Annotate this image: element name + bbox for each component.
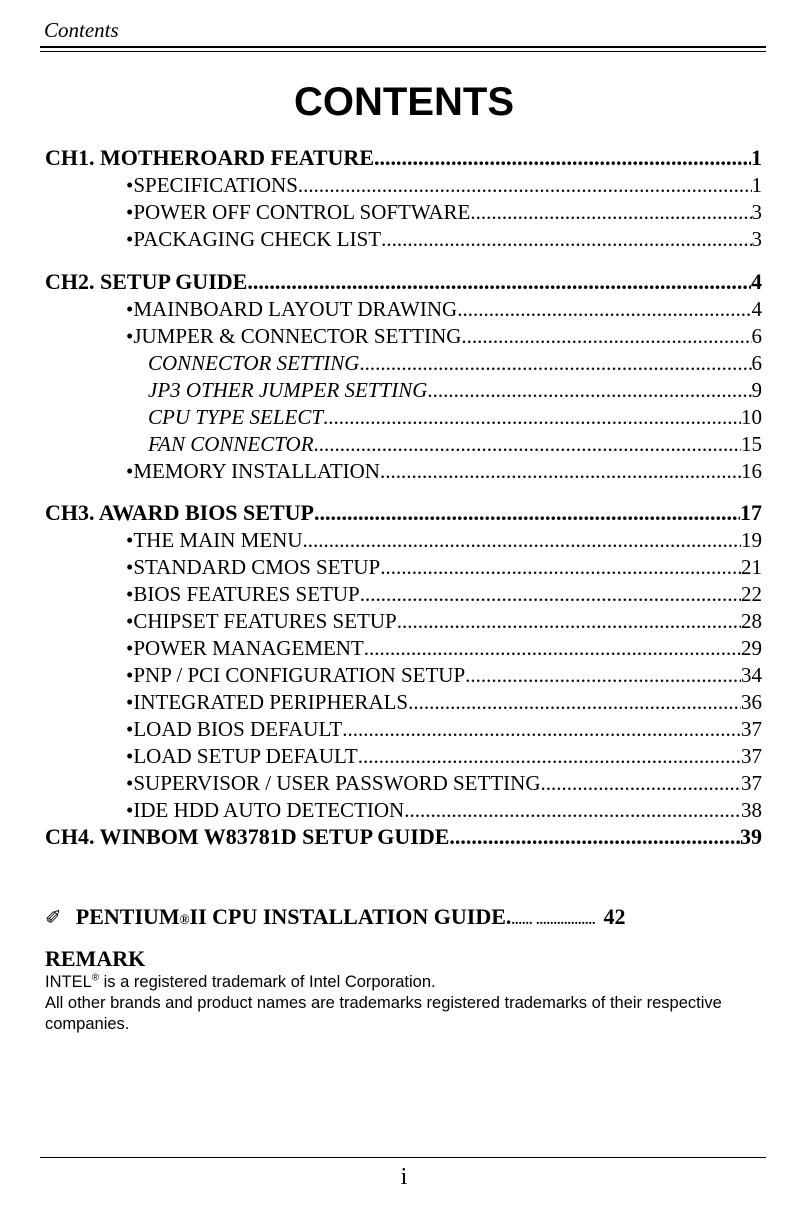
remark-heading: REMARK	[45, 946, 146, 971]
toc-leader-dots	[470, 199, 751, 225]
toc-entry-label: INTEGRATED PERIPHERALS	[133, 690, 409, 714]
toc-entry-label: JP3 OTHER JUMPER SETTING	[148, 378, 428, 402]
toc-page-number: 37	[741, 744, 762, 768]
toc-entry-label: CH1. MOTHEROARD FEATURE	[45, 145, 374, 170]
toc-entry-label: CHIPSET FEATURES SETUP	[133, 609, 397, 633]
toc-entry-item	[126, 581, 762, 607]
toc-leader-dots	[380, 458, 741, 484]
toc-page-number: 19	[741, 528, 762, 552]
toc-leader-dots	[342, 716, 741, 742]
toc-entry-chapter	[45, 145, 762, 171]
bullet-icon: •	[126, 200, 134, 224]
remark-line-2: All other brands and product names are trademarks registered trademarks of their respective companies.	[45, 994, 722, 1033]
toc-page-number: 28	[741, 609, 762, 633]
toc-page-number: 37	[741, 717, 762, 741]
toc-page-number: 1	[751, 173, 762, 197]
toc-leader-dots	[360, 581, 741, 607]
header-rule-thin	[40, 51, 766, 52]
bullet-icon: •	[126, 173, 134, 197]
bullet-icon: •	[126, 324, 134, 348]
toc-leader-dots	[540, 770, 741, 796]
toc-entry-item	[126, 172, 762, 198]
toc-entry-item	[126, 662, 762, 688]
toc-leader-dots	[359, 350, 751, 376]
toc-entry-label: CH2. SETUP GUIDE	[45, 269, 248, 294]
toc-entry-item	[126, 323, 762, 349]
pen-pointer-icon: ✐	[45, 905, 62, 929]
toc-entry-item	[126, 689, 762, 715]
toc-page-number: 21	[741, 555, 762, 579]
toc-leader-dots	[314, 500, 740, 526]
toc-entry-item	[126, 716, 762, 742]
toc-page-number: 15	[741, 432, 762, 456]
toc-entry-label: MAINBOARD LAYOUT DRAWING	[133, 297, 458, 321]
bullet-icon: •	[126, 297, 134, 321]
page-title: CONTENTS	[294, 80, 514, 124]
toc-entry-item	[126, 635, 762, 661]
toc-entry-item	[126, 226, 762, 252]
running-head: Contents	[44, 18, 119, 42]
toc-leader-dots	[427, 377, 751, 403]
toc-entry-item	[126, 527, 762, 553]
toc-page-number: 4	[751, 269, 762, 294]
toc-page-number: 4	[751, 297, 762, 321]
toc-entry-label: FAN CONNECTOR	[148, 432, 314, 456]
toc-leader-dots	[323, 404, 741, 430]
toc-leader-dots	[449, 824, 740, 850]
toc-entry-sub	[148, 377, 762, 403]
toc-entry-sub	[148, 431, 762, 457]
special-label-pre: PENTIUM	[75, 904, 180, 929]
bullet-icon: •	[126, 636, 134, 660]
toc-leader-dots	[374, 145, 751, 171]
toc-entry-chapter	[45, 269, 762, 295]
toc-leader-dots	[303, 527, 741, 553]
toc-entry-label: CH3. AWARD BIOS SETUP	[45, 500, 314, 525]
toc-leader-dots	[358, 743, 741, 769]
bullet-icon: •	[126, 798, 134, 822]
toc-leader-dots	[380, 554, 741, 580]
special-page-number: 42	[603, 904, 626, 929]
toc-entry-item	[126, 296, 762, 322]
remark-registered-mark: ®	[91, 972, 100, 984]
toc-leader-dots	[298, 172, 752, 198]
toc-page-number: 9	[751, 378, 762, 402]
toc-entry-sub	[148, 404, 762, 430]
toc-page-number: 16	[741, 459, 762, 483]
toc-leader-dots	[314, 431, 741, 457]
bullet-icon: •	[126, 663, 134, 687]
toc-page-number: 17	[740, 500, 762, 525]
toc-entry-item	[126, 608, 762, 634]
bullet-icon: •	[126, 717, 134, 741]
toc-page-number: 10	[741, 405, 762, 429]
toc-leader-dots	[247, 269, 751, 295]
toc-leader-dots	[465, 662, 741, 688]
toc-entry-label: CH4. WINBOM W83781D SETUP GUIDE	[45, 824, 450, 849]
toc-entry-chapter	[45, 500, 762, 526]
toc-page-number: 22	[741, 582, 762, 606]
toc-entry-label: PACKAGING CHECK LIST	[133, 227, 382, 251]
toc-entry-chapter	[45, 824, 762, 850]
toc-leader-dots	[461, 323, 751, 349]
toc-page-number: 3	[751, 200, 762, 224]
remark-text	[45, 972, 765, 1035]
toc-page-number: 6	[751, 351, 762, 375]
toc-entry-item	[126, 770, 762, 796]
toc-entry-label: STANDARD CMOS SETUP	[133, 555, 381, 579]
toc-leader-dots	[408, 689, 741, 715]
toc-entry-label: THE MAIN MENU	[133, 528, 303, 552]
bullet-icon: •	[126, 771, 134, 795]
toc-leader-dots	[381, 226, 751, 252]
toc-entry-label: LOAD BIOS DEFAULT	[133, 717, 343, 741]
toc-entry-item	[126, 554, 762, 580]
toc-entry-label: JUMPER & CONNECTOR SETTING	[133, 324, 462, 348]
toc-leader-dots	[397, 608, 741, 634]
toc-entry-label: CPU TYPE SELECT	[148, 405, 324, 429]
special-label-post: II CPU INSTALLATION GUIDE.	[189, 904, 512, 929]
toc-entry-sub	[148, 350, 762, 376]
toc-page-number: 6	[751, 324, 762, 348]
bullet-icon: •	[126, 690, 134, 714]
toc-entry-label: LOAD SETUP DEFAULT	[133, 744, 358, 768]
toc-page-number: 39	[740, 824, 762, 849]
toc-page-number: 29	[741, 636, 762, 660]
toc-entry-item	[126, 199, 762, 225]
toc-entry-label: SPECIFICATIONS	[133, 173, 298, 197]
toc-page-number: 3	[751, 227, 762, 251]
toc-entry-label: IDE HDD AUTO DETECTION	[133, 798, 405, 822]
toc-leader-dots	[364, 635, 741, 661]
bullet-icon: •	[126, 582, 134, 606]
toc-page-number: 36	[741, 690, 762, 714]
bullet-icon: •	[126, 528, 134, 552]
toc-entry-item	[126, 797, 762, 823]
toc-entry-item	[126, 743, 762, 769]
special-leader: ...... .................	[511, 913, 596, 928]
bullet-icon: •	[126, 555, 134, 579]
remark-line-1-rest: is a registered trademark of Intel Corporation.	[99, 973, 436, 991]
toc-entry-label: BIOS FEATURES SETUP	[133, 582, 360, 606]
toc-leader-dots	[404, 797, 741, 823]
toc-entry-label: POWER OFF CONTROL SOFTWARE	[133, 200, 471, 224]
remark-brand: INTEL	[45, 973, 92, 991]
toc-entry-label: CONNECTOR SETTING	[148, 351, 360, 375]
remark-line-1	[45, 972, 765, 993]
toc-page-number: 38	[741, 798, 762, 822]
toc-entry-label: PNP / PCI CONFIGURATION SETUP	[133, 663, 466, 687]
toc-entry-label: SUPERVISOR / USER PASSWORD SETTING	[133, 771, 541, 795]
toc-page-number: 34	[741, 663, 762, 687]
footer-rule	[40, 1157, 766, 1158]
toc-entry-item	[126, 458, 762, 484]
toc-entry-label: MEMORY INSTALLATION	[133, 459, 380, 483]
toc-page-number: 1	[751, 145, 762, 170]
bullet-icon: •	[126, 459, 134, 483]
toc-page-number: 37	[741, 771, 762, 795]
toc-entry-label: POWER MANAGEMENT	[133, 636, 364, 660]
bullet-icon: •	[126, 609, 134, 633]
header-rule-thick	[40, 46, 766, 48]
bullet-icon: •	[126, 227, 134, 251]
special-toc-entry: ✐ PENTIUM ® II CPU INSTALLATION GUIDE. ...... ................. 42	[45, 902, 625, 932]
bullet-icon: •	[126, 744, 134, 768]
page-number: i	[400, 1164, 408, 1190]
toc-leader-dots	[457, 296, 751, 322]
